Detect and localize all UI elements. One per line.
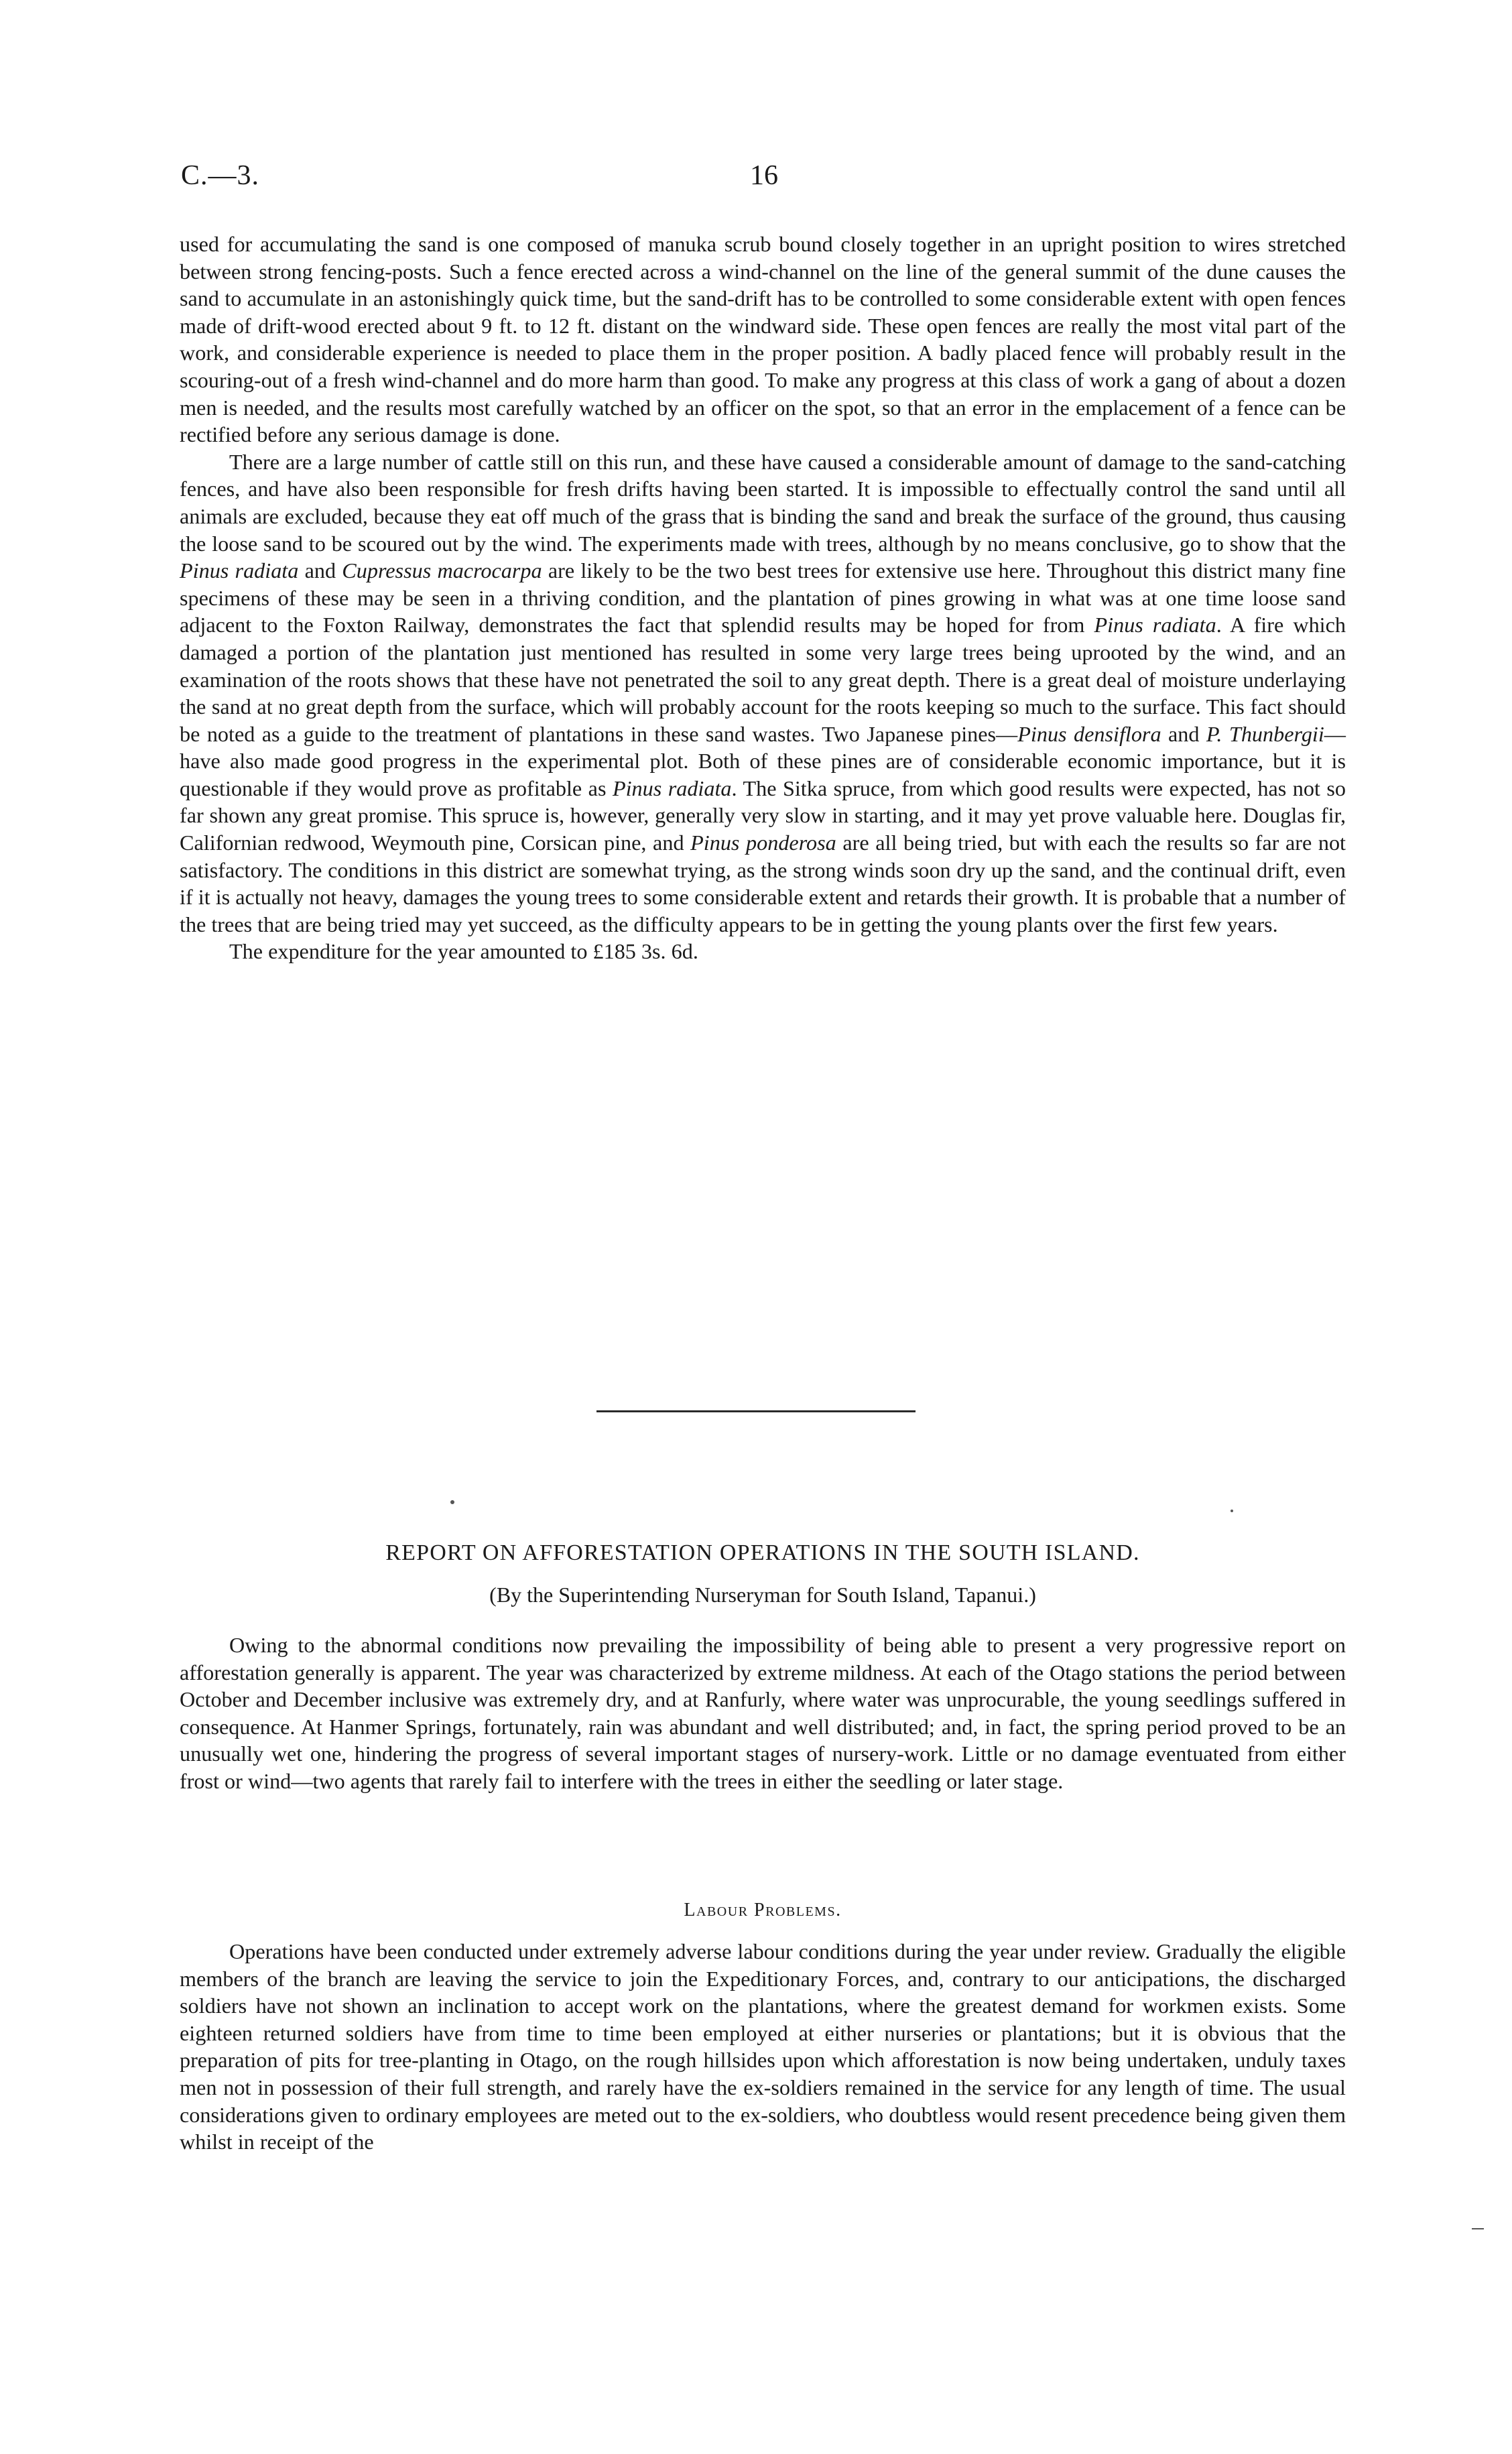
section-divider: [596, 1410, 916, 1412]
species-name: P. Thunbergii: [1206, 721, 1324, 746]
species-name: Pinus radiata: [180, 558, 299, 583]
page-number: 16: [750, 160, 778, 191]
text-run: and: [298, 558, 342, 583]
text-run: There are a large number of cattle still on this run, and these have caused a considerable amount of damage to the sand-catching fences, and have also been responsible for fresh drifts having been started. It is impossible to effectually control the sand until all animals are excluded, because they eat off much of the grass that is binding the sand and break the surface of the ground, thus causing the loose sand to be scoured out by the wind. The experiments made with trees, although by no means conclusive, go to show that the: [180, 449, 1346, 556]
paragraph-cattle-and-trees: [180, 448, 1346, 938]
text-run: are all being tried, but with each the results so far are not satisfactory. The conditions in this district are somewhat trying, as the strong winds soon dry up the sand, and the continual drift, even if it is actually not heavy, damages the young trees to some considerable extent and retards their growth. It is probable that a number of the trees that are being tried may yet succeed, as the difficulty appears to be in getting the young plants over the first few years.: [180, 831, 1346, 936]
species-name: Pinus radiata: [1094, 613, 1216, 637]
text-run: . A fire which damaged a portion of the plantation just mentioned has resulted in some very large trees being uprooted by the wind, and an examination of the roots shows that these have not penetrated the soil to any great depth. There is a great deal of moisture underlaying the sand at no great depth from the surface, which will probably account for the roots keeping so much to the surface. This fact should be noted as a guide to the treatment of plantations in these sand wastes. Two Japanese pines—: [180, 613, 1346, 746]
text-run: . The Sitka spruce, from which good results were expected, has not so far shown any great promise. This spruce is, however, generally very slow in starting, and it may yet prove valuable here. Douglas fir, Californian redwood, Weymouth pine, Corsican pine, and: [180, 776, 1346, 855]
paragraph-expenditure: The expenditure for the year amounted to £185 3s. 6d.: [229, 939, 698, 964]
species-name: Pinus radiata: [612, 776, 732, 800]
text-run: —have also made good progress in the experimental plot. Both of these pines are of considerable economic importance, but it is questionable if they would prove as profitable as: [180, 721, 1346, 800]
print-speck: [1231, 1510, 1233, 1512]
report-byline: (By the Superintending Nurseryman for South Island, Tapanui.): [489, 1583, 1036, 1607]
species-name: Pinus densiflora: [1017, 721, 1161, 746]
text-run: and: [1161, 721, 1206, 746]
edge-mark: [1472, 2228, 1484, 2229]
report-title: REPORT ON AFFORESTATION OPERATIONS IN THE SOUTH ISLAND.: [385, 1540, 1140, 1565]
page-header: [181, 160, 1347, 200]
paragraph-fences: used for accumulating the sand is one composed of manuka scrub bound closely together in an upright position to wires stretched between strong fencing-posts. Such a fence erected across a wind-channel on the line of the general summit of the dune causes the sand to accumulate in an astonishingly quick time, but the sand-drift has to be controlled to some considerable extent with open fences made of drift-wood erected about 9 ft. to 12 ft. distant on the windward side. These open fences are really the most vital part of the work, and considerable experience is needed to place them in the proper position. A badly placed fence will probably result in the scouring-out of a fresh wind-channel and do more harm than good. To make any progress at this class of work a gang of about a dozen men is needed, and the results most carefully watched by an officer on the spot, so that an error in the emplacement of a fence can be rectified before any serious damage is done.: [180, 232, 1346, 447]
text-run: are likely to be the two best trees for extensive use here. Throughout this district many fine specimens of these may be seen in a thriving condition, and the plantation of pines growing in what was at one time loose sand adjacent to the Foxton Railway, demonstrates the fact that splendid results may be hoped for from: [180, 558, 1346, 637]
report-intro: [180, 1632, 1346, 1795]
paragraph-conditions: Owing to the abnormal conditions now prevailing the impossibility of being able to present a very progressive report on afforestation generally is apparent. The year was characterized by extreme mildness. At each of the Otago stations the period between October and December inclusive was extremely dry, and at Ranfurly, where water was unprocurable, the young seedlings suffered in consequence. At Hanmer Springs, fortunately, rain was abundant and well distributed; and, in fact, the spring period proved to be an unusually wet one, hindering the progress of several important stages of nursery-work. Little or no damage eventuated from either frost or wind—two agents that rarely fail to interfere with the trees in either the seedling or later stage.: [180, 1633, 1346, 1793]
species-name: Cupressus macrocarpa: [342, 558, 542, 583]
document-reference: C.—3.: [181, 160, 260, 191]
print-speck: [450, 1500, 454, 1504]
labour-section: [180, 1938, 1346, 2156]
section-heading-labour: Labour Problems.: [684, 1900, 842, 1920]
species-name: Pinus ponderosa: [690, 831, 836, 855]
sand-dune-section: [180, 231, 1346, 965]
paragraph-labour: Operations have been conducted under extremely adverse labour conditions during the year under review. Gradually the eligible members of the branch are leaving the service to join the Expeditionary Forces, and, contrary to our anticipations, the discharged soldiers have not shown an inclination to accept work on the plantations, where the greatest demand for workmen exists. Some eighteen returned soldiers have from time to time been employed at either nurseries or plantations; but it is obvious that the preparation of pits for tree-planting in Otago, on the rough hillsides upon which afforestation is now being undertaken, unduly taxes men not in possession of their full strength, and rarely have the ex-soldiers remained in the service for any length of time. The usual considerations given to ordinary employees are meted out to the ex-soldiers, who doubtless would resent precedence being given them whilst in receipt of the: [180, 1939, 1346, 2154]
